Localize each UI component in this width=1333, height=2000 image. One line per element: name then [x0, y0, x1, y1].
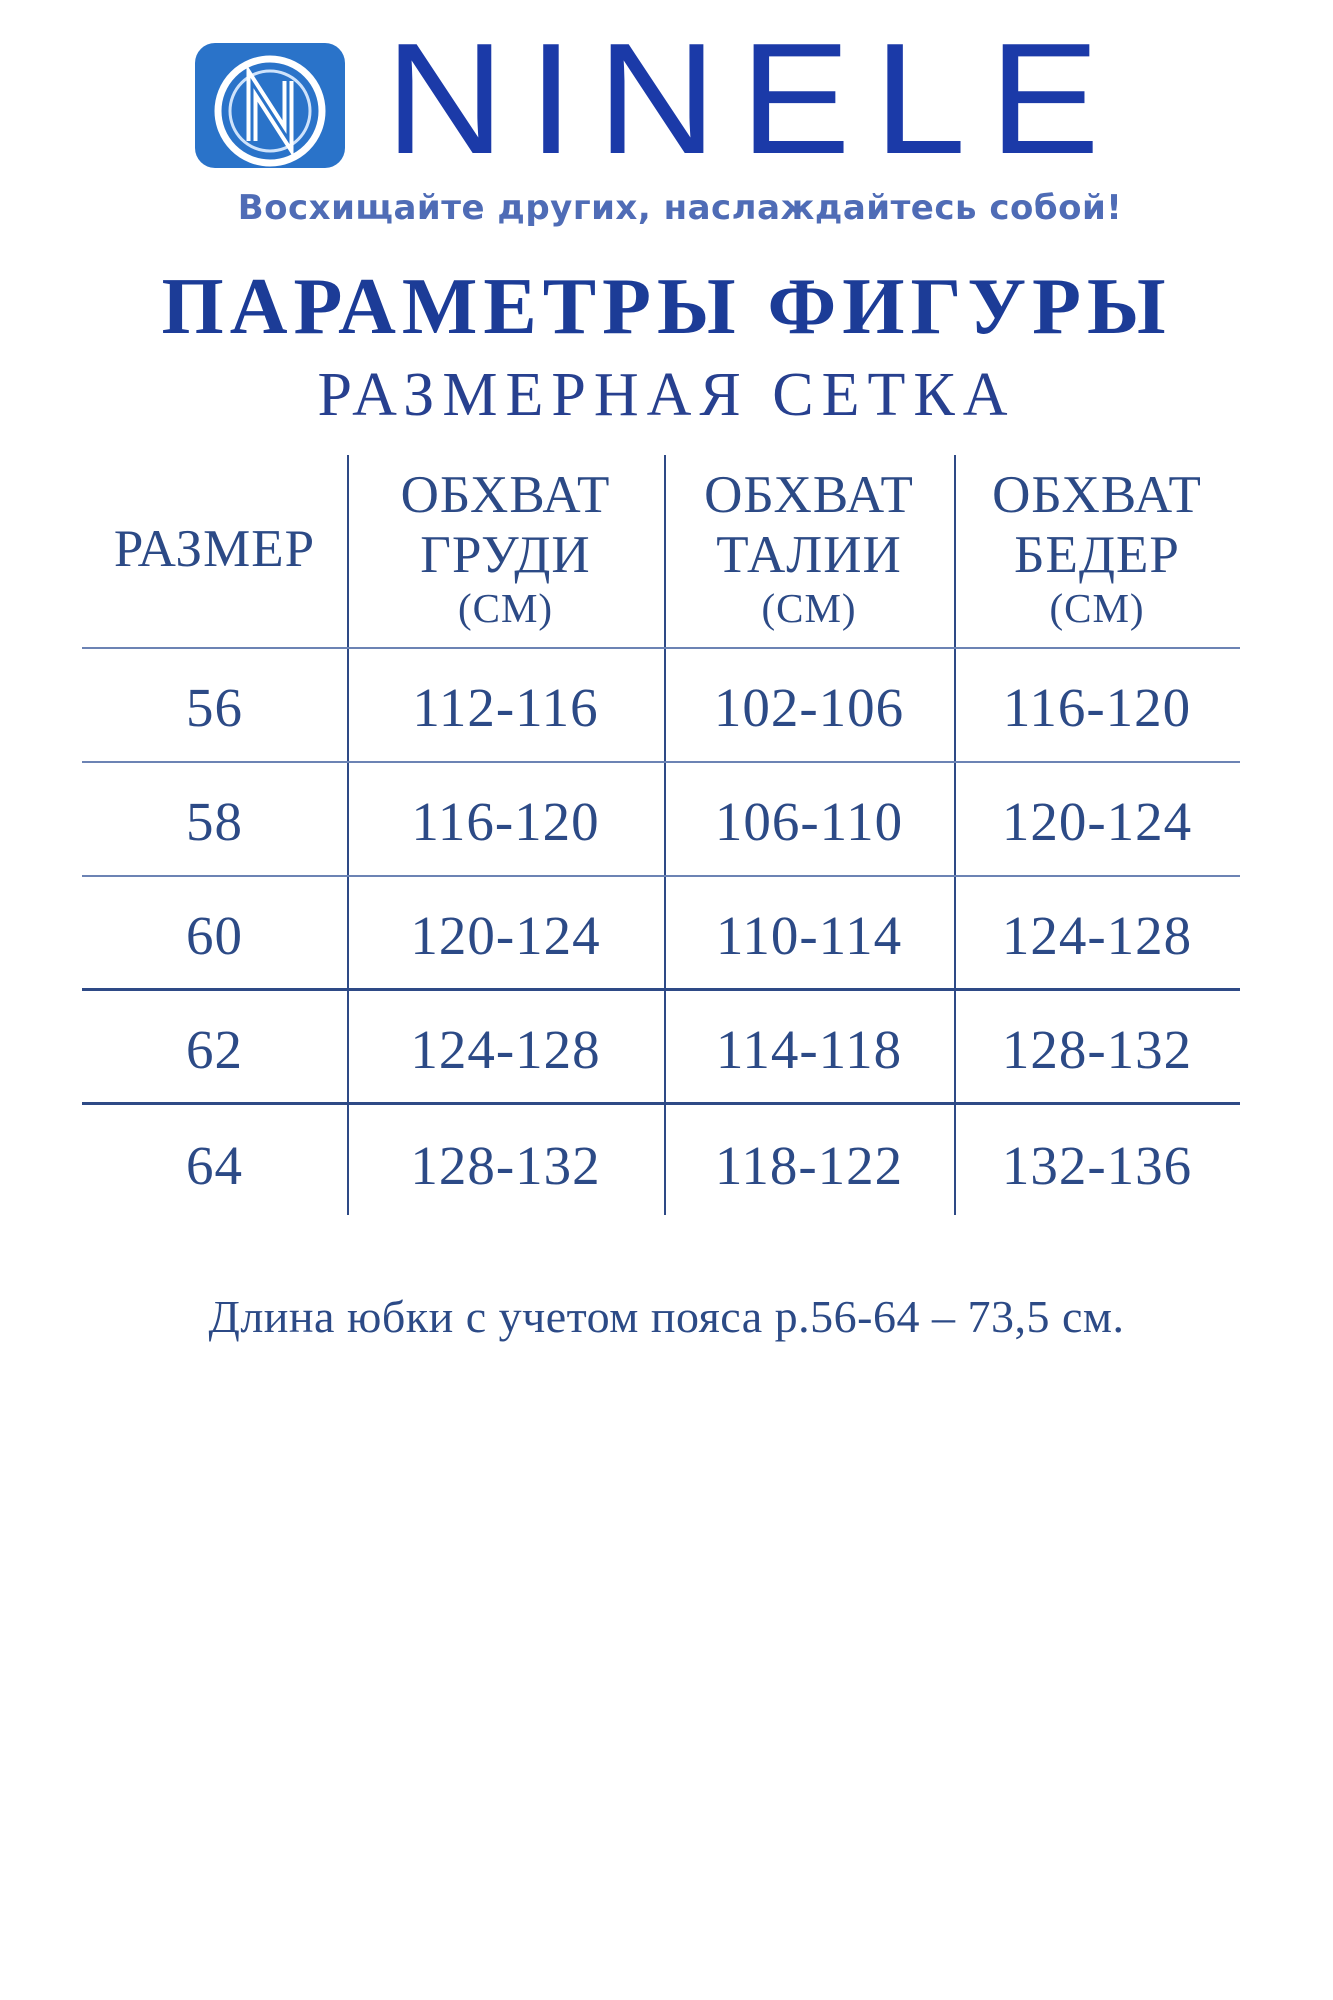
- cell-chest: 112-116: [412, 677, 599, 738]
- cell-chest: 124-128: [410, 1019, 601, 1080]
- skirt-length-note: Длина юбки с учетом пояса р.56-64 – 73,5 см.: [208, 1291, 1125, 1342]
- header-waist-unit: (СМ): [761, 584, 857, 631]
- brand-name: NINELE: [385, 11, 1123, 187]
- cell-waist: 102-106: [713, 677, 905, 738]
- header-waist: [664, 465, 954, 631]
- header-chest-line1: ОБХВАТ: [400, 466, 611, 524]
- cell-size: 56: [186, 677, 243, 738]
- header-waist-line1: ОБХВАТ: [704, 466, 914, 524]
- cell-size: 64: [186, 1135, 243, 1196]
- cell-waist: 110-114: [715, 905, 903, 966]
- header-waist-line2: ТАЛИИ: [716, 526, 902, 585]
- cell-chest: 128-132: [410, 1135, 601, 1196]
- cell-size: 58: [186, 791, 243, 852]
- header-hips: [954, 465, 1240, 631]
- cell-hips: 124-128: [1001, 905, 1193, 966]
- header-chest-line2: ГРУДИ: [420, 526, 591, 585]
- logo-badge-icon: [195, 43, 345, 168]
- row-divider: [82, 647, 1240, 649]
- brand-slogan: Восхищайте других, наслаждайтесь собой!: [237, 188, 1123, 228]
- header-hips-line2: БЕДЕР: [1014, 526, 1180, 585]
- cell-hips: 120-124: [1001, 791, 1193, 852]
- cell-size: 60: [186, 905, 243, 966]
- cell-chest: 116-120: [411, 791, 600, 852]
- header-hips-line1: ОБХВАТ: [992, 466, 1202, 524]
- cell-waist: 118-122: [714, 1135, 904, 1196]
- row-divider: [82, 1102, 1240, 1105]
- cell-chest: 120-124: [410, 905, 601, 966]
- row-divider: [82, 988, 1240, 991]
- cell-waist: 114-118: [715, 1019, 903, 1080]
- cell-size: 62: [186, 1019, 243, 1080]
- cell-hips: 128-132: [1001, 1019, 1193, 1080]
- header-chest: [347, 465, 664, 631]
- header-chest-unit: (СМ): [457, 584, 554, 631]
- row-divider: [82, 875, 1240, 877]
- cell-hips: 132-136: [1001, 1135, 1193, 1196]
- header-size: РАЗМЕР: [113, 520, 316, 578]
- page-subtitle: РАЗМЕРНАЯ СЕТКА: [317, 361, 1016, 429]
- row-divider: [82, 761, 1240, 763]
- cell-hips: 116-120: [1002, 677, 1192, 738]
- header-hips-unit: (СМ): [1049, 584, 1145, 631]
- page-title: ПАРАМЕТРЫ ФИГУРЫ: [161, 263, 1172, 351]
- size-table: [82, 455, 1240, 1215]
- brand-logo: [195, 11, 1195, 238]
- cell-waist: 106-110: [714, 791, 904, 852]
